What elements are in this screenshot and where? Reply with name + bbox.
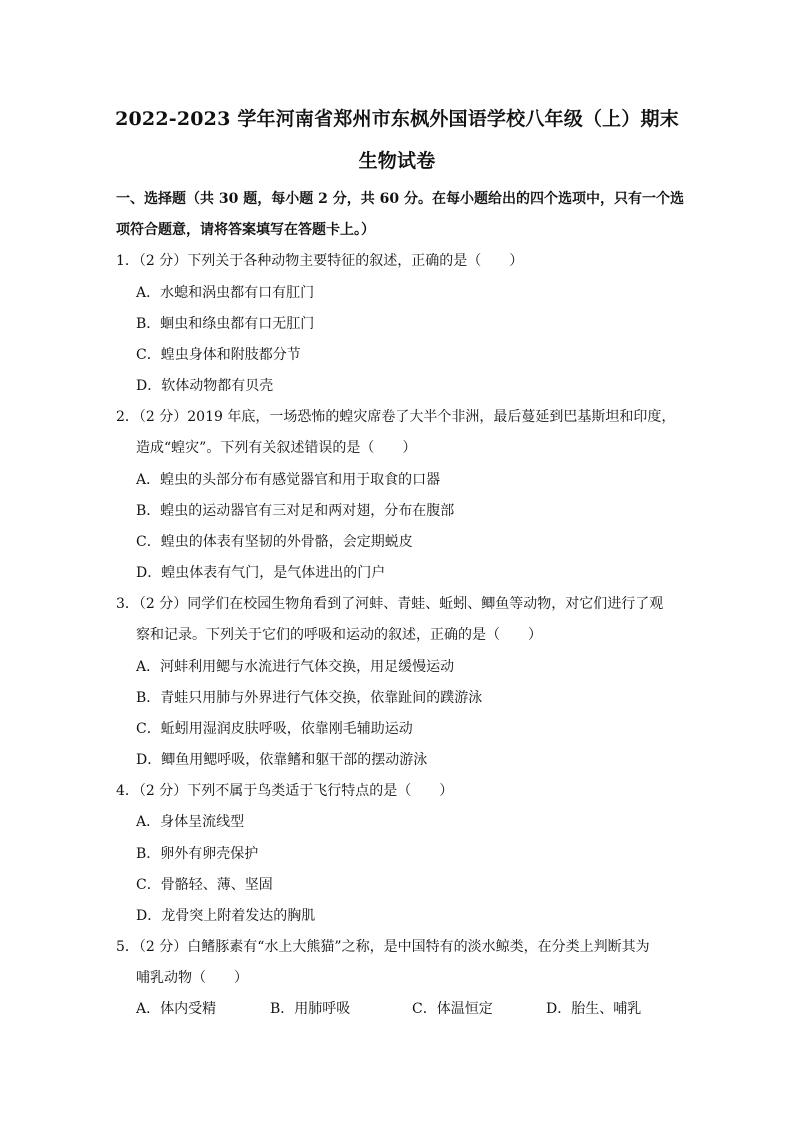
question-2-option-a: A．蝗虫的头部分布有感觉器官和用于取食的口器 [136,472,441,488]
question-5-option-d: D．胎生、哺乳 [546,1001,642,1017]
question-1-option-a: A．水螅和涡虫都有口有肛门 [136,285,315,301]
question-4-stem: 4．（2 分）下列不属于鸟类适于飞行特点的是（ ） [116,783,454,799]
question-5-option-c: C．体温恒定 [412,1001,493,1017]
question-1-stem: 1．（2 分）下列关于各种动物主要特征的叙述，正确的是（ ） [116,253,524,269]
question-5-option-a: A．体内受精 [136,1001,217,1017]
question-3-stem-line1: 3．（2 分）同学们在校园生物角看到了河蚌、青蛙、蚯蚓、鲫鱼等动物，对它们进行了观 [116,596,664,612]
section-heading-line1: 一、选择题（共 30 题，每小题 2 分，共 60 分。在每小题给出的四个选项中，只有一个选 [116,191,684,207]
question-2-option-b: B．蝗虫的运动器官有三对足和两对翅，分布在腹部 [136,503,455,519]
question-3-stem-line2: 察和记录。下列关于它们的呼吸和运动的叙述，正确的是（ ） [136,627,542,643]
question-1-option-b: B．蛔虫和绦虫都有口无肛门 [136,316,315,332]
exam-title-line1: 2022-2023 学年河南省郑州市东枫外国语学校八年级（上）期末 [115,108,679,130]
question-4-option-b: B．卵外有卵壳保护 [136,846,259,862]
question-3-option-b: B．青蛙只用肺与外界进行气体交换，依靠趾间的蹼游泳 [136,690,483,706]
exam-title-line2: 生物试卷 [358,150,436,172]
question-5-option-b: B．用肺呼吸 [270,1001,351,1017]
question-4-option-a: A．身体呈流线型 [136,814,245,830]
question-4-option-d: D．龙骨突上附着发达的胸肌 [136,908,316,924]
question-2-option-c: C．蝗虫的体表有坚韧的外骨骼，会定期蜕皮 [136,534,413,550]
question-2-stem-line1: 2．（2 分）2019 年底，一场恐怖的蝗灾席卷了大半个非洲，最后蔓延到巴基斯坦和印度， [116,409,676,425]
question-5-stem-line1: 5．（2 分）白鳍豚素有“水上大熊猫”之称，是中国特有的淡水鲸类，在分类上判断其为 [116,939,650,955]
question-3-option-d: D．鲫鱼用鳃呼吸，依靠鳍和躯干部的摆动游泳 [136,752,428,768]
question-1-option-d: D．软体动物都有贝壳 [136,378,274,394]
question-1-option-c: C．蝗虫身体和附肢都分节 [136,347,301,363]
question-3-option-a: A．河蚌利用鳃与水流进行气体交换，用足缓慢运动 [136,659,455,675]
question-4-option-c: C．骨骼轻、薄、坚固 [136,877,273,893]
section-heading-line2: 项符合题意，请将答案填写在答题卡上。） [116,222,375,238]
question-5-stem-line2: 哺乳动物（ ） [136,970,248,986]
question-3-option-c: C．蚯蚓用湿润皮肤呼吸，依靠刚毛辅助运动 [136,721,413,737]
question-2-stem-line2: 造成“蝗灾”。下列有关叙述错误的是（ ） [136,440,417,456]
question-2-option-d: D．蝗虫体表有气门，是气体进出的门户 [136,565,386,581]
